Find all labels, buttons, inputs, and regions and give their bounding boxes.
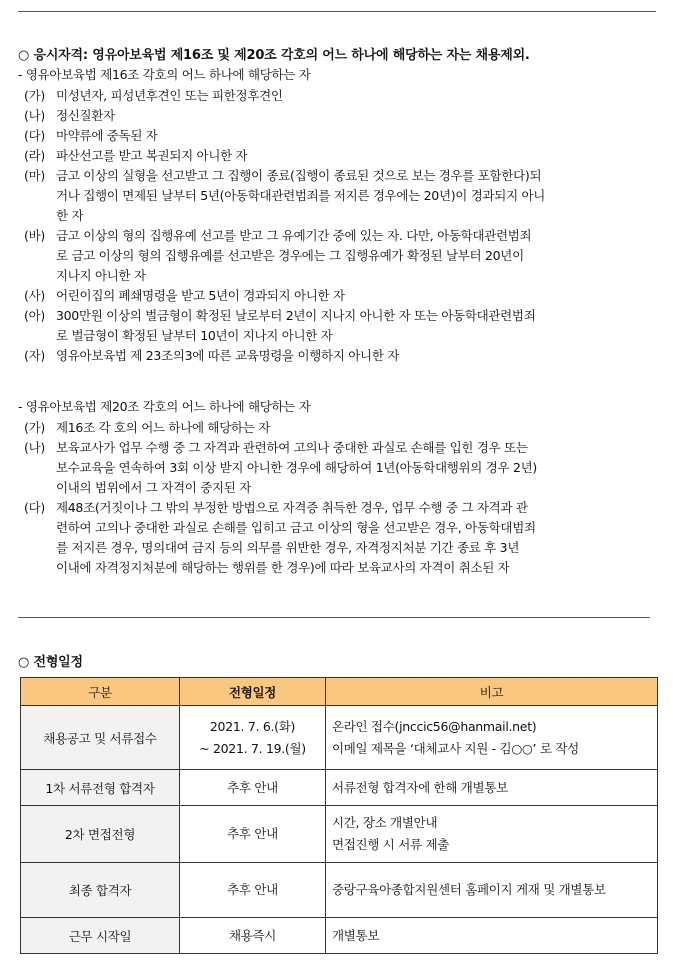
- schedule-category: 최종 합격자: [21, 863, 180, 918]
- section16-title: - 영유아보육법 제16조 각호의 어느 하나에 해당하는 자: [18, 67, 311, 82]
- schedule-note-line: 중랑구육아종합지원센터 홈페이지 게재 및 개별통보: [332, 882, 606, 897]
- item-marker: (바): [24, 228, 45, 243]
- item-marker: (자): [24, 348, 45, 363]
- item-text-line: 영유아보육법 제 23조의3에 따른 교육명령을 이행하지 아니한 자: [56, 348, 400, 363]
- item-text-line: 마약류에 중독된 자: [56, 128, 158, 143]
- item-text-line: 보수교육을 연속하여 3회 이상 받지 아니한 경우에 해당하여 1년(아동학대행위의 경우 2년): [56, 460, 537, 475]
- mid-divider: [18, 617, 650, 618]
- schedule-heading: ○ 전형일정: [18, 655, 83, 670]
- item-text-line: 300만원 이상의 벌금형이 확정된 날로부터 2년이 지나지 아니한 자 또는 아동학대관련범죄: [56, 308, 536, 323]
- item-text-line: 금고 이상의 형의 집행유예 선고를 받고 그 유예기간 중에 있는 자. 다만, 아동학대관련범죄: [56, 228, 532, 243]
- item-text-line: 이내에 자격정지처분에 해당하는 행위를 한 경우)에 따라 보육교사의 자격이 취소된 자: [56, 560, 510, 575]
- item-text-line: 제48조(거짓이나 그 밖의 부정한 방법으로 자격증 취득한 경우, 업무 수행 중 그 자격과 관: [56, 500, 528, 515]
- item-text-line: 한 자: [56, 208, 84, 223]
- section20-title: - 영유아보육법 제20조 각호의 어느 하나에 해당하는 자: [18, 399, 311, 414]
- item-marker: (다): [24, 500, 45, 515]
- schedule-date-line: 추후 안내: [227, 882, 278, 897]
- item-text-line: 보육교사가 업무 수행 중 그 자격과 관련하여 고의나 중대한 과실로 손해를 입힌 경우 또는: [56, 440, 528, 455]
- item-text-line: 정신질환자: [56, 108, 115, 123]
- schedule-note-line: 시간, 장소 개별안내: [332, 815, 438, 830]
- schedule-note-line: 개별통보: [332, 927, 380, 943]
- schedule-category: 근무 시작일: [21, 918, 180, 954]
- schedule-note: [326, 863, 658, 918]
- item-marker: (다): [24, 128, 45, 143]
- schedule-note-line: 온라인 접수(jnccic56@hanmail.net): [332, 718, 537, 734]
- schedule-note-line: 면접진행 시 서류 제출: [332, 837, 449, 852]
- item-text-line: 파산선고를 받고 복권되지 아니한 자: [56, 148, 248, 163]
- schedule-row: [21, 770, 658, 806]
- schedule-category: 채용공고 및 서류접수: [21, 706, 180, 770]
- item-text-line: 미성년자, 피성년후견인 또는 피한정후견인: [56, 88, 283, 103]
- header-date: 전형일정: [180, 678, 326, 706]
- schedule-date: [180, 863, 326, 918]
- schedule-category: 1차 서류전형 합격자: [21, 770, 180, 806]
- schedule-note: [326, 918, 658, 954]
- schedule-table: [20, 677, 658, 954]
- schedule-note: [326, 706, 658, 770]
- item-text-line: 거나 집행이 면제된 날부터 5년(아동학대관련범죄를 저지른 경우에는 20년)이 경과되지 아니: [56, 188, 546, 203]
- item-marker: (라): [24, 148, 45, 163]
- schedule-row: [21, 863, 658, 918]
- schedule-date: [180, 706, 326, 770]
- item-text-line: 이내의 범위에서 그 자격이 중지된 자: [56, 480, 251, 495]
- schedule-category: 2차 면접전형: [21, 806, 180, 863]
- item-text-line: 련하여 고의나 중대한 과실로 손해를 입히고 금고 이상의 형을 선고받은 경우, 아동학대범죄: [56, 520, 536, 535]
- schedule-date-line: 채용즉시: [228, 927, 277, 943]
- item-text-line: 금고 이상의 실형을 선고받고 그 집행이 종료(집행이 종료된 것으로 보는 경우를 포함한다)되: [56, 168, 542, 183]
- item-text-line: 로 벌금형이 확정된 날부터 10년이 지나지 아니한 자: [56, 328, 333, 343]
- item-text-line: 제16조 각 호의 어느 하나에 해당하는 자: [56, 420, 270, 435]
- item-marker: (가): [24, 88, 45, 103]
- item-marker: (마): [24, 168, 45, 183]
- schedule-note: [326, 770, 658, 806]
- schedule-note: [326, 806, 658, 863]
- item-marker: (사): [24, 288, 45, 303]
- header-note: 비고: [326, 678, 658, 706]
- schedule-date: [180, 806, 326, 863]
- qualification-heading: ○ 응시자격: 영유아보육법 제16조 및 제20조 각호의 어느 하나에 해당하는 자는 채용제외.: [18, 48, 530, 63]
- schedule-note-line: 이메일 제목을 ‘대체교사 지원 - 김○○’ 로 작성: [332, 740, 579, 756]
- item-text-line: 어린이집의 폐쇄명령을 받고 5년이 경과되지 아니한 자: [56, 288, 345, 303]
- schedule-header-row: [21, 678, 658, 706]
- item-marker: (나): [24, 108, 45, 123]
- item-marker: (아): [24, 308, 45, 323]
- top-divider: [18, 11, 656, 12]
- item-text-line: 를 저지른 경우, 명의대여 금지 등의 의무를 위반한 경우, 자격정지처분 기간 종료 후 3년: [56, 540, 520, 555]
- item-text-line: 로 금고 이상의 형의 집행유예를 선고받은 경우에는 그 집행유예가 확정된 날부터 20년이: [56, 248, 524, 263]
- schedule-row: [21, 706, 658, 770]
- schedule-date-line: 추후 안내: [227, 779, 278, 795]
- item-marker: (나): [24, 440, 45, 455]
- schedule-row: [21, 806, 658, 863]
- schedule-note-line: 서류전형 합격자에 한해 개별통보: [332, 779, 508, 795]
- schedule-date: [180, 918, 326, 954]
- schedule-date-line: ~ 2021. 7. 19.(월): [199, 740, 306, 756]
- item-text-line: 지나지 아니한 자: [56, 268, 146, 283]
- schedule-date-line: 2021. 7. 6.(화): [209, 718, 296, 734]
- schedule-row: [21, 918, 658, 954]
- item-marker: (가): [24, 420, 45, 435]
- schedule-date-line: 추후 안내: [227, 826, 278, 841]
- schedule-date: [180, 770, 326, 806]
- header-category: 구분: [21, 678, 180, 706]
